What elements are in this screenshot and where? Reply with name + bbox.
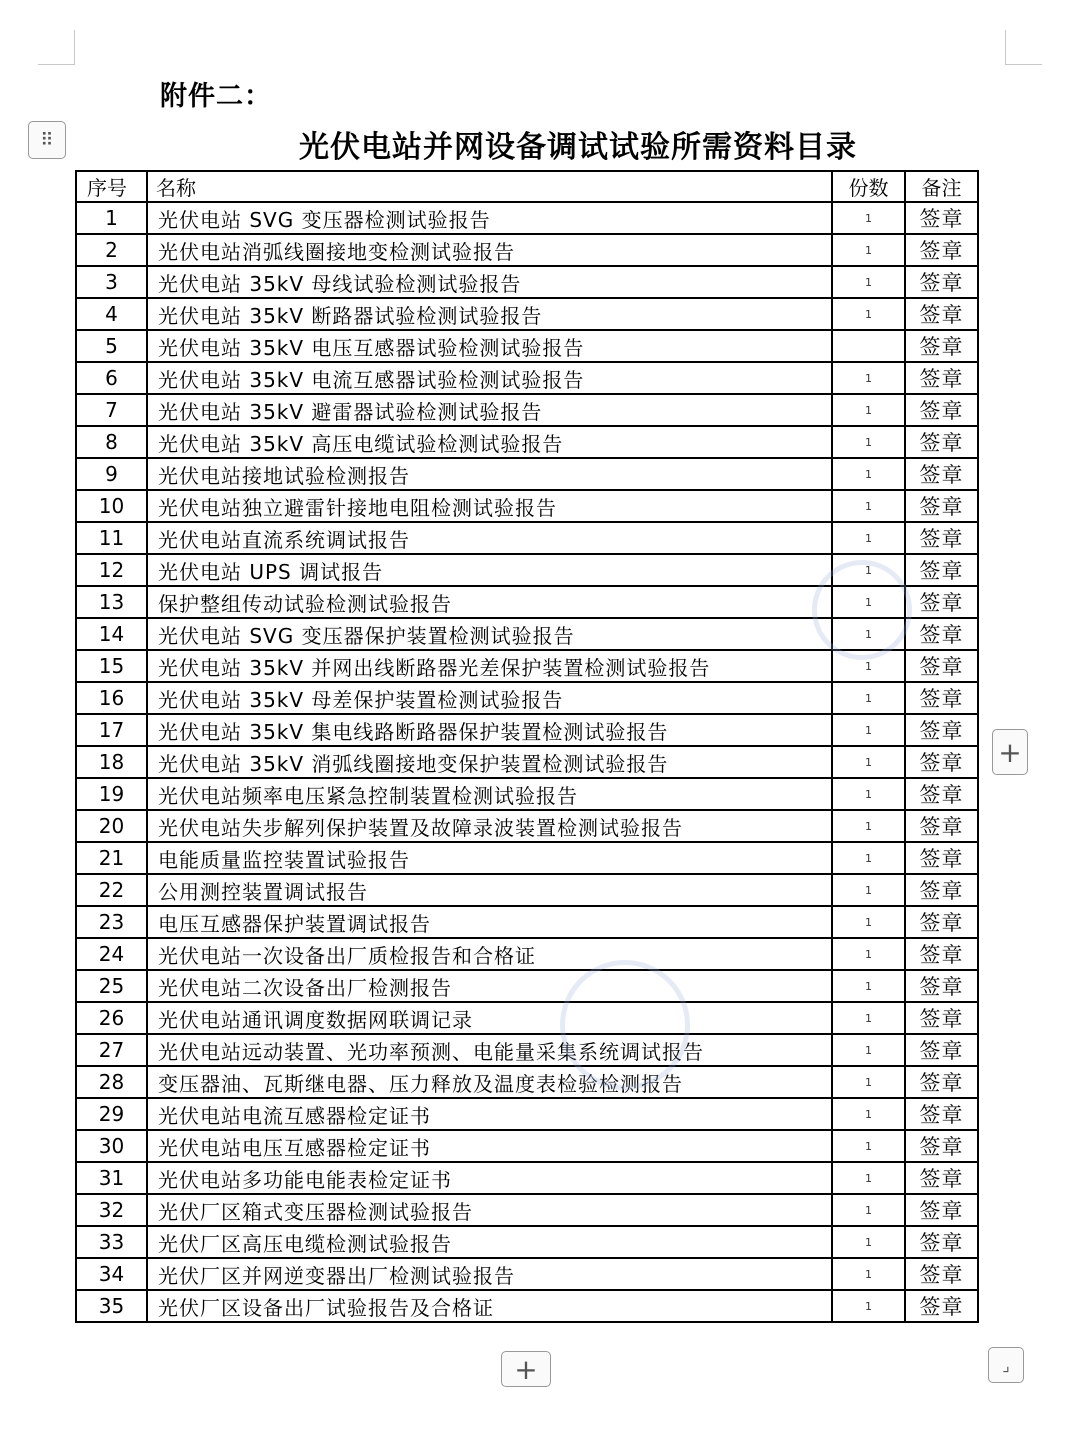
row-note: 签章 (905, 426, 978, 458)
row-name: 光伏电站 UPS 调试报告 (147, 554, 832, 586)
row-copies: 1 (832, 810, 905, 842)
column-header-note: 备注 (905, 171, 978, 202)
table-row (76, 266, 978, 298)
row-index: 1 (76, 202, 147, 234)
row-note: 签章 (905, 906, 978, 938)
row-note: 签章 (905, 522, 978, 554)
row-copies: 1 (832, 714, 905, 746)
row-note: 签章 (905, 362, 978, 394)
table-row (76, 394, 978, 426)
table-row (76, 906, 978, 938)
row-index: 14 (76, 618, 147, 650)
table-row (76, 1066, 978, 1098)
plus-icon: + (998, 735, 1022, 769)
row-name: 光伏电站消弧线圈接地变检测试验报告 (147, 234, 832, 266)
table-row (76, 810, 978, 842)
row-name: 光伏电站频率电压紧急控制装置检测试验报告 (147, 778, 832, 810)
row-index: 10 (76, 490, 147, 522)
table-row (76, 874, 978, 906)
table-row (76, 746, 978, 778)
row-name: 光伏电站一次设备出厂质检报告和合格证 (147, 938, 832, 970)
row-note: 签章 (905, 1290, 978, 1322)
row-note: 签章 (905, 970, 978, 1002)
row-index: 6 (76, 362, 147, 394)
row-copies: 1 (832, 906, 905, 938)
document-title: 光伏电站并网设备调试试验所需资料目录 (299, 130, 857, 165)
row-copies: 1 (832, 266, 905, 298)
plus-icon: + (514, 1352, 538, 1386)
row-copies: 1 (832, 234, 905, 266)
row-note: 签章 (905, 1002, 978, 1034)
row-copies: 1 (832, 522, 905, 554)
row-name: 光伏电站直流系统调试报告 (147, 522, 832, 554)
row-name: 光伏电站独立避雷针接地电阻检测试验报告 (147, 490, 832, 522)
table-row (76, 1098, 978, 1130)
row-index: 25 (76, 970, 147, 1002)
row-name: 光伏厂区箱式变压器检测试验报告 (147, 1194, 832, 1226)
row-name: 公用测控装置调试报告 (147, 874, 832, 906)
table-row (76, 1258, 978, 1290)
row-note: 签章 (905, 1194, 978, 1226)
row-name: 电压互感器保护装置调试报告 (147, 906, 832, 938)
table-row (76, 938, 978, 970)
row-index: 12 (76, 554, 147, 586)
row-name: 光伏电站通讯调度数据网联调记录 (147, 1002, 832, 1034)
row-name: 光伏电站电压互感器检定证书 (147, 1130, 832, 1162)
column-header-name: 名称 (147, 171, 832, 202)
row-name: 保护整组传动试验检测试验报告 (147, 586, 832, 618)
row-name: 光伏电站 35kV 消弧线圈接地变保护装置检测试验报告 (147, 746, 832, 778)
row-copies: 1 (832, 1290, 905, 1322)
row-copies: 1 (832, 650, 905, 682)
row-index: 13 (76, 586, 147, 618)
row-index: 33 (76, 1226, 147, 1258)
row-copies: 1 (832, 682, 905, 714)
row-index: 11 (76, 522, 147, 554)
row-name: 光伏电站多功能电能表检定证书 (147, 1162, 832, 1194)
row-note: 签章 (905, 714, 978, 746)
row-index: 26 (76, 1002, 147, 1034)
column-header-copies: 份数 (832, 171, 905, 202)
row-note: 签章 (905, 458, 978, 490)
row-copies: 1 (832, 1002, 905, 1034)
page-corner-mark-top-right (1005, 30, 1042, 65)
row-index: 22 (76, 874, 147, 906)
row-name: 光伏电站接地试验检测报告 (147, 458, 832, 490)
row-index: 17 (76, 714, 147, 746)
add-row-button[interactable] (501, 1351, 551, 1387)
row-note: 签章 (905, 1130, 978, 1162)
row-copies: 1 (832, 298, 905, 330)
row-note: 签章 (905, 202, 978, 234)
row-note: 签章 (905, 1162, 978, 1194)
row-note: 签章 (905, 554, 978, 586)
row-copies: 1 (832, 1066, 905, 1098)
table-row (76, 842, 978, 874)
row-copies: 1 (832, 1162, 905, 1194)
table-row (76, 1162, 978, 1194)
table-row (76, 778, 978, 810)
row-index: 4 (76, 298, 147, 330)
row-note: 签章 (905, 1258, 978, 1290)
table-row (76, 202, 978, 234)
table-row (76, 714, 978, 746)
row-note: 签章 (905, 650, 978, 682)
row-copies: 1 (832, 426, 905, 458)
row-index: 20 (76, 810, 147, 842)
row-index: 29 (76, 1098, 147, 1130)
row-copies: 1 (832, 746, 905, 778)
row-index: 28 (76, 1066, 147, 1098)
row-copies: 1 (832, 458, 905, 490)
row-name: 光伏电站 35kV 电压互感器试验检测试验报告 (147, 330, 832, 362)
row-name: 光伏电站 35kV 断路器试验检测试验报告 (147, 298, 832, 330)
row-name: 光伏电站失步解列保护装置及故障录波装置检测试验报告 (147, 810, 832, 842)
row-note: 签章 (905, 842, 978, 874)
row-note: 签章 (905, 298, 978, 330)
table-body (76, 202, 978, 1322)
table-row (76, 586, 978, 618)
table-row (76, 682, 978, 714)
row-index: 16 (76, 682, 147, 714)
row-copies: 1 (832, 202, 905, 234)
row-note: 签章 (905, 874, 978, 906)
table-row (76, 426, 978, 458)
table-move-handle[interactable] (28, 121, 66, 159)
table-resize-handle[interactable] (988, 1347, 1024, 1383)
row-index: 7 (76, 394, 147, 426)
row-index: 27 (76, 1034, 147, 1066)
move-handle-icon: ⠿ (40, 129, 54, 151)
row-name: 光伏电站电流互感器检定证书 (147, 1098, 832, 1130)
row-name: 光伏电站 35kV 集电线路断路器保护装置检测试验报告 (147, 714, 832, 746)
row-copies: 1 (832, 874, 905, 906)
row-copies: 1 (832, 970, 905, 1002)
row-note: 签章 (905, 778, 978, 810)
row-name: 光伏电站 35kV 避雷器试验检测试验报告 (147, 394, 832, 426)
row-note: 签章 (905, 330, 978, 362)
table-row (76, 330, 978, 362)
row-note: 签章 (905, 394, 978, 426)
row-copies: 1 (832, 1130, 905, 1162)
row-index: 34 (76, 1258, 147, 1290)
row-name: 光伏电站 35kV 电流互感器试验检测试验报告 (147, 362, 832, 394)
row-note: 签章 (905, 618, 978, 650)
row-index: 31 (76, 1162, 147, 1194)
table-row (76, 650, 978, 682)
document-list-table (75, 170, 979, 1323)
row-copies: 1 (832, 1098, 905, 1130)
table-row (76, 554, 978, 586)
table-row (76, 1002, 978, 1034)
table-row (76, 458, 978, 490)
resize-corner-icon: ⌟ (1002, 1355, 1010, 1375)
attachment-label: 附件二： (160, 81, 272, 112)
row-index: 19 (76, 778, 147, 810)
row-note: 签章 (905, 1034, 978, 1066)
row-copies: 1 (832, 778, 905, 810)
row-note: 签章 (905, 1098, 978, 1130)
row-name: 光伏电站远动装置、光功率预测、电能量采集系统调试报告 (147, 1034, 832, 1066)
table-row (76, 1290, 978, 1322)
row-note: 签章 (905, 1066, 978, 1098)
row-note: 签章 (905, 234, 978, 266)
row-index: 8 (76, 426, 147, 458)
row-note: 签章 (905, 586, 978, 618)
table-row (76, 1034, 978, 1066)
table-row (76, 362, 978, 394)
row-copies: 1 (832, 1226, 905, 1258)
table-row (76, 618, 978, 650)
row-name: 光伏电站 35kV 高压电缆试验检测试验报告 (147, 426, 832, 458)
row-name: 光伏厂区设备出厂试验报告及合格证 (147, 1290, 832, 1322)
row-name: 光伏电站 SVG 变压器保护装置检测试验报告 (147, 618, 832, 650)
row-index: 32 (76, 1194, 147, 1226)
row-copies: 1 (832, 394, 905, 426)
row-name: 光伏电站二次设备出厂检测报告 (147, 970, 832, 1002)
table-row (76, 1130, 978, 1162)
row-note: 签章 (905, 490, 978, 522)
add-column-button[interactable] (992, 729, 1028, 775)
row-copies: 1 (832, 1194, 905, 1226)
row-index: 24 (76, 938, 147, 970)
row-copies (832, 330, 905, 362)
row-index: 23 (76, 906, 147, 938)
row-copies: 1 (832, 618, 905, 650)
table-row (76, 522, 978, 554)
row-note: 签章 (905, 266, 978, 298)
row-name: 光伏电站 35kV 并网出线断路器光差保护装置检测试验报告 (147, 650, 832, 682)
table-header-row (76, 171, 978, 202)
row-name: 光伏厂区高压电缆检测试验报告 (147, 1226, 832, 1258)
table-row (76, 298, 978, 330)
row-index: 2 (76, 234, 147, 266)
row-note: 签章 (905, 682, 978, 714)
row-index: 18 (76, 746, 147, 778)
row-name: 光伏厂区并网逆变器出厂检测试验报告 (147, 1258, 832, 1290)
page-corner-mark-top-left (38, 30, 75, 65)
row-note: 签章 (905, 1226, 978, 1258)
table-row (76, 1226, 978, 1258)
row-copies: 1 (832, 842, 905, 874)
row-name: 光伏电站 35kV 母差保护装置检测试验报告 (147, 682, 832, 714)
row-note: 签章 (905, 938, 978, 970)
table-row (76, 234, 978, 266)
table-row (76, 490, 978, 522)
row-index: 9 (76, 458, 147, 490)
row-note: 签章 (905, 746, 978, 778)
row-name: 电能质量监控装置试验报告 (147, 842, 832, 874)
row-index: 3 (76, 266, 147, 298)
row-index: 35 (76, 1290, 147, 1322)
row-copies: 1 (832, 938, 905, 970)
row-copies: 1 (832, 362, 905, 394)
row-name: 光伏电站 SVG 变压器检测试验报告 (147, 202, 832, 234)
column-header-index: 序号 (76, 171, 147, 202)
row-copies: 1 (832, 586, 905, 618)
table-row (76, 1194, 978, 1226)
row-note: 签章 (905, 810, 978, 842)
row-name: 变压器油、瓦斯继电器、压力释放及温度表检验检测报告 (147, 1066, 832, 1098)
row-copies: 1 (832, 1258, 905, 1290)
row-copies: 1 (832, 490, 905, 522)
table-row (76, 970, 978, 1002)
row-index: 21 (76, 842, 147, 874)
row-copies: 1 (832, 554, 905, 586)
row-copies: 1 (832, 1034, 905, 1066)
row-index: 30 (76, 1130, 147, 1162)
row-index: 15 (76, 650, 147, 682)
row-index: 5 (76, 330, 147, 362)
row-name: 光伏电站 35kV 母线试验检测试验报告 (147, 266, 832, 298)
